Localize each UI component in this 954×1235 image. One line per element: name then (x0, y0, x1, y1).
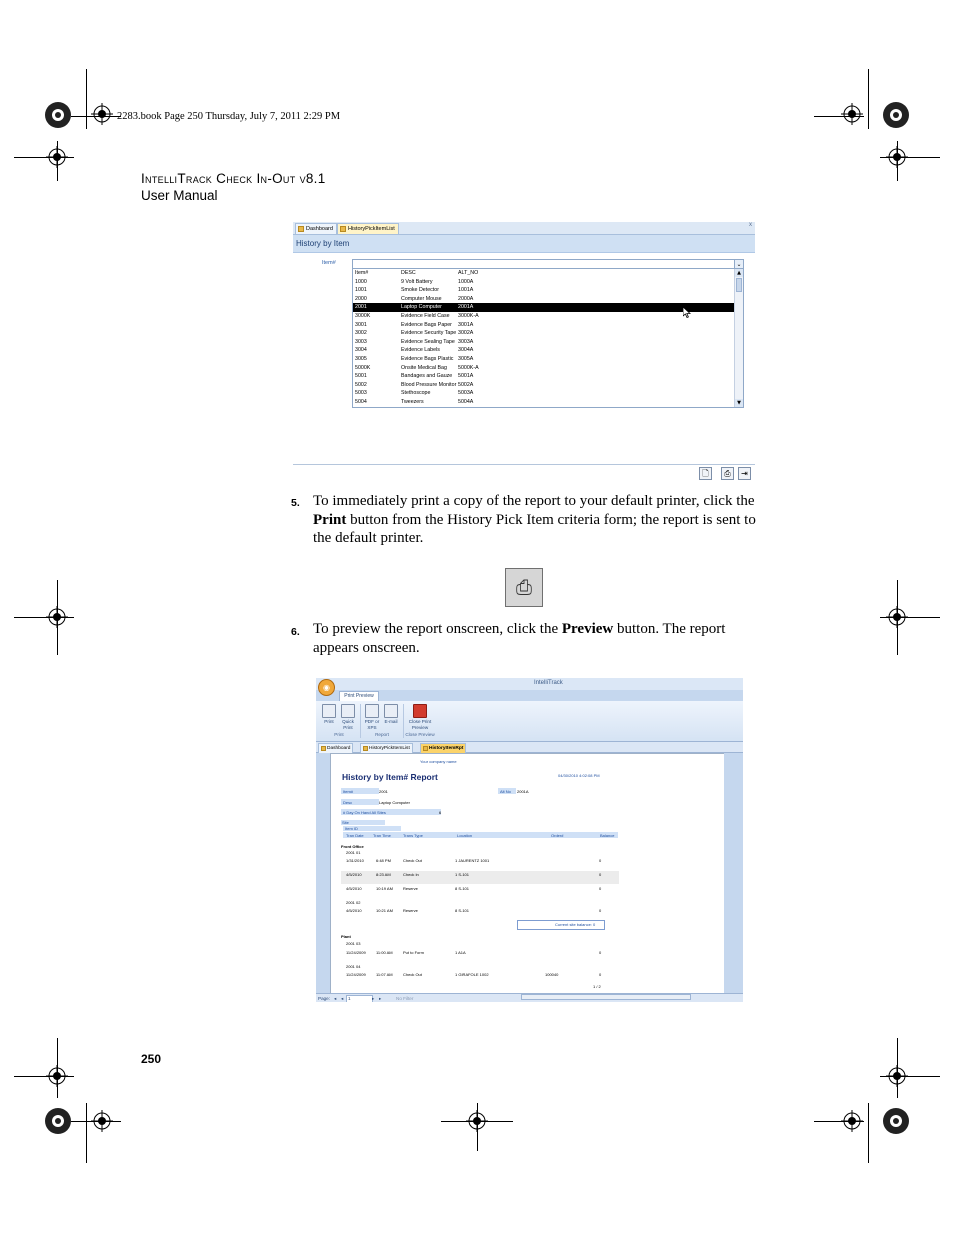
report-cell: Reserve (403, 908, 418, 913)
report-datetime: 04/30/2010 4:02:08 PM (558, 773, 600, 778)
report-cell: 4/5/2010 (346, 872, 362, 877)
document-tab-bar (293, 222, 755, 235)
report-cell: 0 (599, 908, 602, 913)
report-cell: Check Out (403, 858, 422, 863)
list-cell: 3001A (458, 321, 474, 328)
col-trans-type: Trans Type (403, 833, 423, 838)
report-page (330, 753, 725, 995)
report-cell: 11/24/2009 (346, 950, 366, 955)
close-print-preview-button[interactable]: Close Print Preview (406, 704, 434, 730)
list-cell: 5004 (355, 399, 367, 405)
list-item[interactable] (353, 303, 735, 312)
list-cell: Evidence Security Tape (401, 330, 457, 337)
tab-history-pick-item-list[interactable]: HistoryPickItemList (337, 223, 399, 234)
list-item[interactable] (353, 381, 735, 390)
list-cell: 5000K (355, 364, 371, 371)
registration-target-icon (886, 1065, 908, 1087)
form-footer-divider (293, 464, 755, 465)
chevron-down-icon[interactable]: ⌄ (734, 260, 743, 269)
list-cell: Laptop Computer (401, 304, 442, 311)
ribbon (316, 701, 743, 742)
prev-page-icon[interactable]: ◂ (341, 996, 344, 1001)
list-cell: 5000K-A (458, 364, 479, 371)
item-id-value: 2001 02 (346, 900, 361, 905)
manual-subtitle: User Manual (141, 188, 218, 203)
site-group-header: Front Office (341, 844, 364, 849)
report-cell: 0 (599, 886, 602, 891)
registration-target-icon (841, 1110, 863, 1132)
list-cell: 2000A (458, 295, 474, 302)
list-item[interactable] (353, 364, 735, 373)
list-item[interactable] (353, 398, 735, 407)
list-cell: 5003 (355, 390, 367, 397)
registration-target-icon (91, 1110, 113, 1132)
print-preview-screenshot (316, 678, 743, 1002)
list-cell: 5002 (355, 381, 367, 388)
item-number-label: Item# (322, 260, 336, 266)
alt-no-value: 2001A (517, 789, 529, 794)
report-icon (423, 746, 428, 751)
pages-label: Page: (318, 996, 331, 1001)
title-bar (316, 678, 743, 690)
list-cell: Evidence Bags Plastic (401, 356, 454, 362)
report-cell: 1 GIRAFOLE 1002 (455, 972, 489, 977)
list-scrollbar[interactable] (734, 269, 743, 407)
manual-title: IntelliTrack Check In-Out v8.1 (141, 171, 326, 186)
scroll-thumb[interactable] (736, 278, 742, 292)
office-button-icon[interactable]: ◉ (318, 679, 335, 696)
list-cell: Evidence Labels (401, 347, 440, 354)
list-cell: 3000K-A (458, 313, 479, 319)
tab-dashboard[interactable]: Dashboard (295, 223, 337, 234)
list-cell: Blood Pressure Monitor (401, 381, 457, 388)
report-cell: 0 (599, 872, 602, 877)
registration-target-icon (46, 1065, 68, 1087)
list-cell: 3000K (355, 313, 371, 319)
report-cell: 11:07 AM (376, 972, 393, 977)
tab-dashboard[interactable]: Dashboard (318, 743, 353, 753)
report-cell: Put to Form (403, 950, 424, 955)
report-cell: 10:21 AM (376, 908, 393, 913)
page-number-input[interactable]: 1 (346, 995, 373, 1002)
form-title: History by Item (296, 239, 350, 248)
list-cell: 3002A (458, 330, 474, 337)
close-preview-icon (413, 704, 427, 718)
report-page-of: 1 / 2 (593, 984, 601, 989)
registration-target-icon (886, 146, 908, 168)
registration-target-icon (882, 1107, 910, 1135)
list-cell: 9 Volt Battery (401, 278, 433, 285)
desc-value: Laptop Computer (379, 800, 410, 805)
ribbon-group-report: Report (375, 732, 389, 737)
list-cell: 1001 (355, 287, 367, 294)
list-cell: 2001 (355, 304, 367, 311)
registration-target-icon (886, 606, 908, 628)
company-name: Your company name (420, 759, 457, 764)
list-cell: Evidence Field Case (401, 313, 450, 319)
report-cell: Check Out (403, 972, 422, 977)
site-label: Site (342, 820, 349, 825)
item-id-label: Item ID (345, 826, 358, 831)
col-balance: Balance (600, 833, 615, 838)
form-icon (321, 746, 326, 751)
step-number: 5. (291, 497, 300, 509)
col-tran-time: Tran Time (373, 833, 391, 838)
item-label: Item# (343, 789, 354, 794)
list-cell: 5003A (458, 390, 474, 397)
preview-scrollbar[interactable] (724, 753, 743, 993)
list-cell: Bandages and Gauze (401, 373, 453, 380)
list-cell: 3003A (458, 338, 474, 345)
book-file-info: 2283.book Page 250 Thursday, July 7, 2011 2:29 PM (117, 111, 341, 122)
first-page-icon[interactable]: ◂ (334, 996, 337, 1001)
report-cell: 10:19 AM (376, 886, 393, 891)
scroll-up-icon[interactable]: ▲ (735, 269, 743, 277)
quick-print-button[interactable]: Quick Print (338, 704, 358, 730)
item-value: 2001 (379, 789, 388, 794)
registration-target-icon (841, 103, 863, 125)
list-cell: 3001 (355, 321, 367, 328)
close-form-icon[interactable]: ⇥ (738, 467, 751, 480)
form-title-bar (293, 235, 755, 253)
step-5-text: To immediately print a copy of the report to your default printer, click the Print button from the History Pick Item criteria form; the report is sent to the default printer. (313, 493, 756, 546)
report-cell: 1/31/2010 (346, 858, 364, 863)
col-order: Order# (551, 833, 564, 838)
list-cell: 3003 (355, 338, 367, 345)
ribbon-group-print: Print (334, 732, 344, 737)
site-group-header: Plant (341, 934, 351, 939)
registration-target-icon (882, 101, 910, 129)
print-icon[interactable]: ⎙ (721, 467, 734, 480)
step-6-text: To preview the report onscreen, click the Preview button. The report appears onscreen. (313, 621, 726, 656)
horizontal-scrollbar[interactable] (521, 994, 691, 1000)
list-item[interactable] (353, 295, 735, 304)
list-cell: 1001A (458, 287, 474, 294)
report-cell: 8 S-101 (455, 886, 470, 891)
tab-history-pick-item-list[interactable]: HistoryPickItemList (360, 743, 413, 753)
document-tab-bar (316, 742, 743, 753)
tab-print-preview[interactable]: Print Preview (339, 691, 379, 701)
list-item[interactable] (353, 329, 735, 338)
report-cell: 8 S-101 (455, 908, 470, 913)
report-cell: 8:23 AM (376, 872, 391, 877)
list-item[interactable] (353, 372, 735, 381)
report-cell: 1 JAURENTZ 1001 (455, 858, 490, 863)
report-cell: 0 (599, 950, 602, 955)
report-cell: 4/5/2010 (346, 886, 362, 891)
report-cell: 100040 (545, 972, 559, 977)
list-cell: 5001A (458, 373, 474, 380)
registration-target-icon (46, 606, 68, 628)
email-icon (384, 704, 398, 718)
list-cell: Computer Mouse (401, 295, 442, 302)
report-cell: Reserve (403, 886, 418, 891)
days-on-hand-value: 6 (439, 810, 442, 815)
item-id-value: 2001 04 (346, 964, 361, 969)
close-tab-icon[interactable]: x (749, 222, 752, 228)
print-button[interactable]: Print (319, 704, 339, 725)
tab-history-item-rpt[interactable]: HistoryItemRpt (420, 743, 466, 753)
registration-target-icon (46, 146, 68, 168)
list-cell: Tweezers (401, 399, 424, 405)
history-by-item-form-screenshot (293, 222, 755, 484)
list-item[interactable] (353, 321, 735, 330)
registration-target-icon (91, 103, 113, 125)
item-dropdown-list[interactable] (352, 268, 744, 408)
scroll-down-icon[interactable]: ▼ (735, 399, 743, 407)
report-cell: 1 S-101 (455, 872, 470, 877)
last-page-icon[interactable]: ▸ (379, 996, 382, 1001)
item-id-value: 2001 03 (346, 941, 361, 946)
filter-status[interactable]: No Filter (396, 996, 414, 1001)
list-cell: Evidence Sealing Tape (401, 338, 455, 345)
pdf-xps-button[interactable]: PDF or XPS (362, 704, 382, 730)
report-title: History by Item# Report (342, 772, 438, 782)
report-cell: 1 A1A (455, 950, 466, 955)
list-cell: 3005A (458, 356, 474, 362)
col-location: Location (457, 833, 473, 838)
registration-target-icon (44, 101, 72, 129)
step-number: 6. (291, 626, 300, 638)
form-icon (298, 226, 304, 232)
next-page-icon[interactable]: ▸ (372, 996, 375, 1001)
report-cell: 4/5/2010 (346, 908, 362, 913)
form-icon (340, 226, 346, 232)
report-cell: Check In (403, 872, 419, 877)
report-cell: 11:00 AM (376, 950, 393, 955)
list-item[interactable] (353, 312, 735, 321)
list-cell: 5004A (458, 399, 474, 405)
item-id-value: 2001 01 (346, 850, 361, 855)
ribbon-group-close-preview: Close Preview (405, 732, 435, 737)
list-cell: Evidence Bags Paper (401, 321, 452, 328)
mouse-cursor-icon (683, 307, 691, 318)
page-number: 250 (141, 1052, 162, 1066)
list-item[interactable] (353, 286, 735, 295)
printer-icon (322, 704, 336, 718)
col-tran-date: Tran Date (346, 833, 364, 838)
report-cell: 6:48 PM (376, 858, 391, 863)
email-button[interactable]: E-mail (381, 704, 401, 725)
days-on-hand-label: # Day On Hand All Sites (343, 810, 386, 815)
list-cell: 3004 (355, 347, 367, 354)
list-cell: Onsite Medical Bag (401, 364, 447, 371)
list-item[interactable] (353, 389, 735, 398)
list-cell: 5001 (355, 373, 367, 380)
list-cell: 1000 (355, 278, 367, 285)
list-cell: Stethoscope (401, 390, 431, 397)
quick-print-icon (341, 704, 355, 718)
report-cell: 11/24/2009 (346, 972, 366, 977)
list-cell: 3002 (355, 330, 367, 337)
current-balance: Current site balance: 0 (555, 922, 596, 927)
app-title: IntelliTrack (534, 680, 563, 686)
list-item[interactable] (353, 278, 735, 287)
list-cell: 3004A (458, 347, 474, 354)
report-cell: 0 (599, 972, 602, 977)
list-cell: 5002A (458, 381, 474, 388)
list-cell: 2001A (458, 304, 474, 311)
alt-no-label: Alt No (500, 789, 511, 794)
list-header: Item# DESC ALT_NO (355, 270, 479, 276)
list-cell: 3005 (355, 356, 367, 362)
list-cell: 1000A (458, 278, 474, 285)
registration-target-icon (44, 1107, 72, 1135)
pdf-icon (365, 704, 379, 718)
list-cell: Smoke Detector (401, 287, 439, 294)
registration-target-icon (466, 1110, 488, 1132)
list-item[interactable] (353, 355, 735, 364)
preview-icon[interactable]: 🗋 (699, 467, 712, 480)
desc-label: Desc (343, 800, 353, 805)
report-cell: 0 (599, 858, 602, 863)
list-cell: 2000 (355, 295, 367, 302)
list-item[interactable] (353, 338, 735, 347)
list-item[interactable] (353, 346, 735, 355)
printer-icon: ⎙ (505, 568, 543, 607)
form-icon (363, 746, 368, 751)
